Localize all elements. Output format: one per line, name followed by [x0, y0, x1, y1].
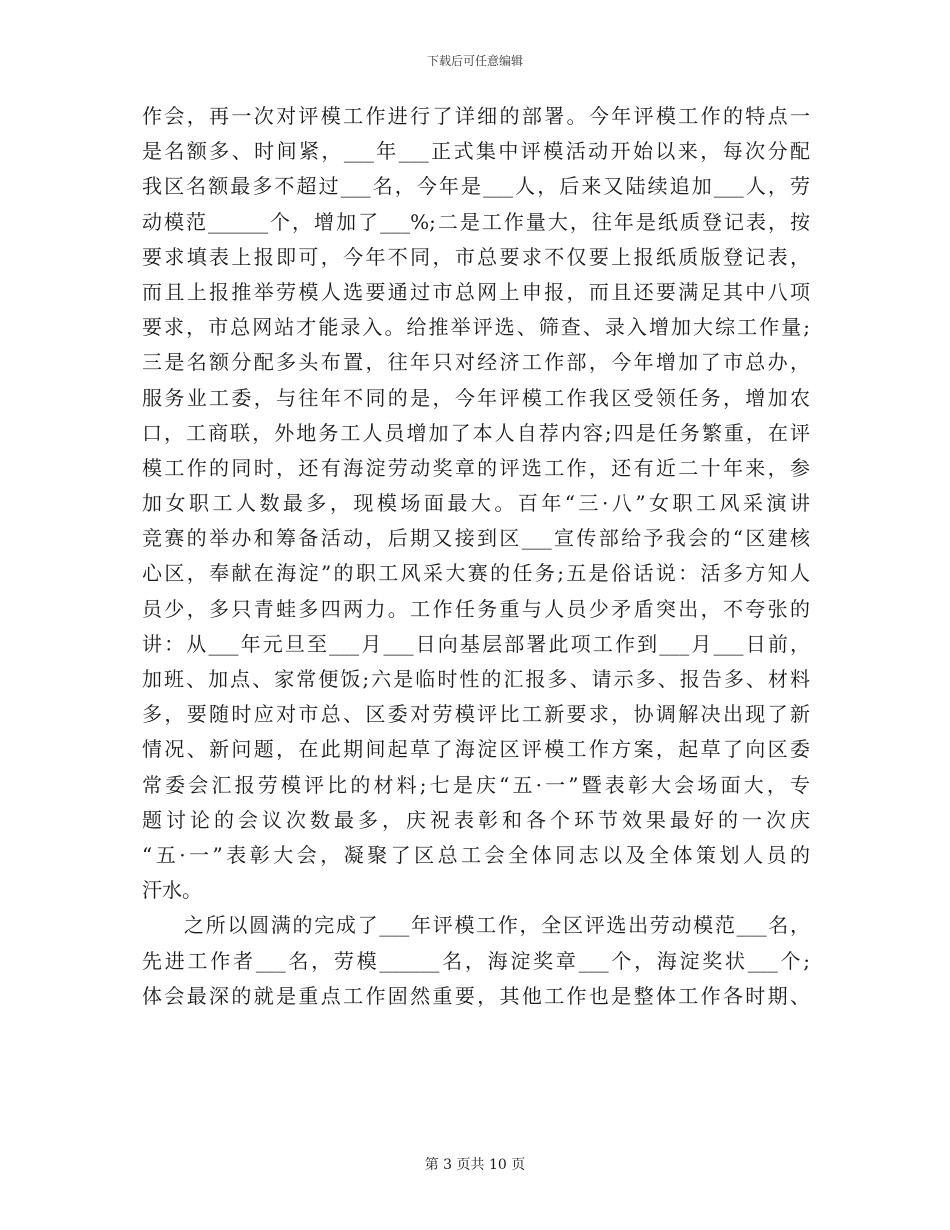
- body-line: 要求填表上报即可，今年不同，市总要求不仅要上报纸质版登记表，: [142, 244, 810, 269]
- body-line: 题讨论的会议次数最多，庆祝表彰和各个环节效果最好的一次庆: [142, 807, 810, 832]
- body-line: 三是名额分配多头布置，往年只对经济工作部，今年增加了市总办，: [142, 350, 810, 375]
- body-line: 讲：从___年元旦至___月___日向基层部署此项工作到___月___日前，: [142, 631, 810, 656]
- body-line: 先进工作者___名，劳模______名，海淀奖章___个，海淀奖状___个;: [142, 948, 810, 973]
- body-line: 员少，多只青蛙多四两力。工作任务重与人员少矛盾突出，不夸张的: [142, 596, 810, 621]
- body-line: 加班、加点、家常便饭;六是临时性的汇报多、请示多、报告多、材料: [142, 667, 810, 691]
- body-line: 常委会汇报劳模评比的材料;七是庆“五·一”暨表彰大会场面大，专: [142, 772, 810, 797]
- body-line: 要求，市总网站才能录入。给推举评选、筛查、录入增加大综工作量;: [142, 315, 810, 340]
- body-line: 服务业工委，与往年不同的是，今年评模工作我区受领任务，增加农: [142, 385, 810, 410]
- body-line: 加女职工人数最多，现模场面最大。百年“三·八”女职工风采演讲: [142, 491, 810, 516]
- body-line: 竞赛的举办和筹备活动，后期又接到区___宣传部给予我会的“区建核: [142, 526, 810, 551]
- document-body: [142, 99, 810, 1014]
- body-line: 情况、新问题，在此期间起草了海淀区评模工作方案，起草了向区委: [142, 737, 810, 762]
- page-header-note: 下载后可任意编辑: [426, 54, 523, 68]
- body-line: 体会最深的就是重点工作固然重要，其他工作也是整体工作各时期、: [142, 983, 810, 1008]
- body-line: “五·一”表彰大会，凝聚了区总工会全体同志以及全体策划人员的: [142, 842, 810, 867]
- body-line: 口，工商联，外地务工人员增加了本人自荐内容;四是任务繁重，在评: [142, 420, 810, 445]
- body-line: 心区，奉献在海淀”的职工风采大赛的任务;五是俗话说：活多方知人: [142, 561, 810, 586]
- body-line: 动模范______个，增加了___%;二是工作量大，往年是纸质登记表，按: [142, 209, 810, 234]
- page-number: 第 3 页共 10 页: [424, 1157, 526, 1173]
- paragraph-end-line: 汗水。: [142, 878, 202, 903]
- body-line: 是名额多、时间紧，___年___正式集中评模活动开始以来，每次分配: [142, 139, 810, 164]
- body-line: 我区名额最多不超过___名，今年是___人，后来又陆续追加___人，劳: [142, 174, 810, 199]
- body-line: 而且上报推举劳模人选要通过市总网上申报，而且还要满足其中八项: [142, 279, 810, 304]
- body-line: 作会，再一次对评模工作进行了详细的部署。今年评模工作的特点一: [142, 104, 810, 128]
- body-line: 模工作的同时，还有海淀劳动奖章的评选工作，还有近二十年来，参: [142, 455, 810, 480]
- paragraph-start-line: 之所以圆满的完成了___年评模工作，全区评选出劳动模范___名，: [184, 913, 810, 938]
- body-line: 多，要随时应对市总、区委对劳模评比工新要求，协调解决出现了新: [142, 702, 810, 727]
